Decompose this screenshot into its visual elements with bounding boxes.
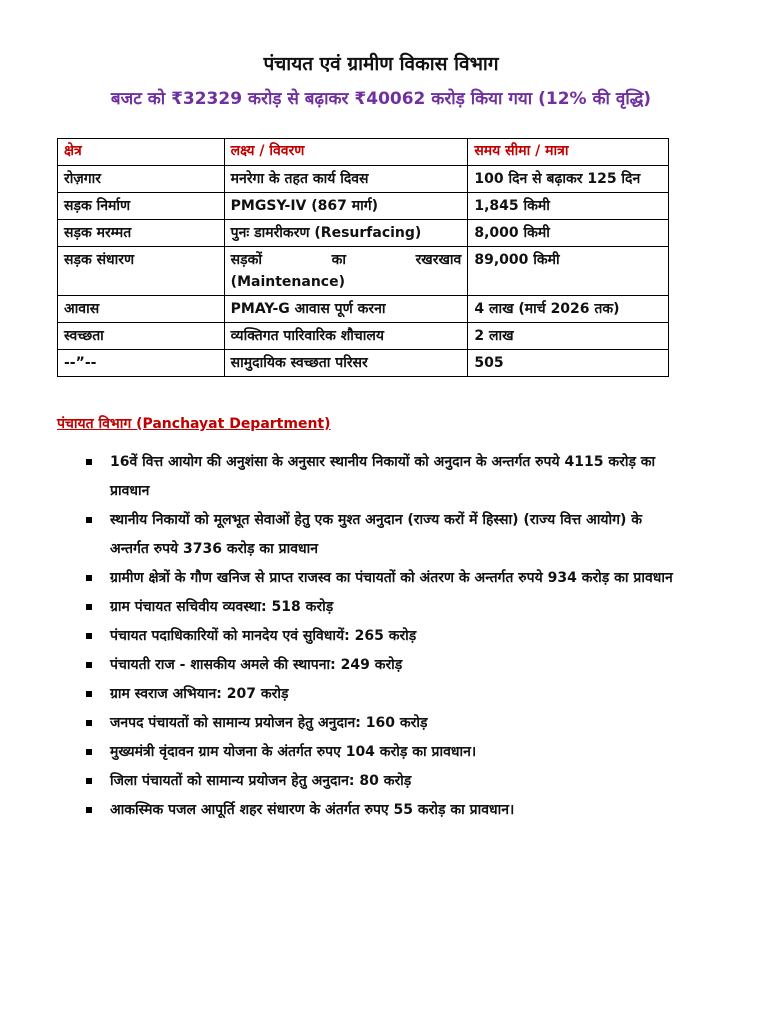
cell-goal: पुनः डामरीकरण (Resurfacing) [224,220,468,247]
list-item [84,506,674,564]
list-item-text: ग्राम स्वराज अभियान: 207 करोड़ [110,686,289,702]
list-item [84,738,674,767]
table-row [58,193,669,220]
list-item-text: पंचायती राज - शासकीय अमले की स्थापना: 249 करोड़ [110,657,403,673]
list-item [84,622,674,651]
header-goal: लक्ष्य / विवरण [224,139,468,166]
list-item-text: पंचायत पदाधिकारियों को मानदेय एवं सुविधायें: 265 करोड़ [110,628,417,644]
cell-goal: मनरेगा के तहत कार्य दिवस [224,166,468,193]
goal-word: सड़कों [230,252,263,268]
list-item-text: ग्राम पंचायत सचिवीय व्यवस्था: 518 करोड़ [110,599,334,615]
square-bullet-icon [86,749,92,755]
goal-word: रखरखाव [415,252,462,268]
cell-sector: सड़क निर्माण [58,193,225,220]
square-bullet-icon [86,691,92,697]
cell-target: 8,000 किमी [468,220,669,247]
table-row [58,323,669,350]
list-item [84,796,674,825]
list-item [84,767,674,796]
cell-target: 100 दिन से बढ़ाकर 125 दिन [468,166,669,193]
square-bullet-icon [86,604,92,610]
cell-sector: --”-- [58,350,225,377]
cell-goal: सामुदायिक स्वच्छता परिसर [224,350,468,377]
list-item [84,651,674,680]
cell-target: 89,000 किमी [468,247,669,296]
square-bullet-icon [86,778,92,784]
list-item-text: स्थानीय निकायों को मूलभूत सेवाओं हेतु एक मुश्त अनुदान (राज्य करों में हिस्सा) (राज्य वित्त आयोग) के अन्तर्गत रुपये 3736 करोड़ का प्रावधान [110,512,643,557]
goal-justified-line [231,249,462,271]
square-bullet-icon [86,662,92,668]
cell-sector: सड़क संधारण [58,247,225,296]
bullet-list [84,448,674,825]
goal-word: का [331,252,346,268]
square-bullet-icon [86,807,92,813]
cell-target: 1,845 किमी [468,193,669,220]
goal-line-2: (Maintenance) [230,274,345,290]
cell-goal: व्यक्तिगत पारिवारिक शौचालय [224,323,468,350]
cell-target: 505 [468,350,669,377]
square-bullet-icon [86,633,92,639]
table-header-row [58,139,669,166]
table-row [58,220,669,247]
list-item-text: जिला पंचायतों को सामान्य प्रयोजन हेतु अनुदान: 80 करोड़ [110,773,412,789]
page-title: पंचायत एवं ग्रामीण विकास विभाग [263,53,499,75]
list-item [84,593,674,622]
cell-target: 2 लाख [468,323,669,350]
budget-subtitle: बजट को ₹32329 करोड़ से बढ़ाकर ₹40062 करोड़ किया गया (12% की वृद्धि) [110,89,652,109]
cell-sector: सड़क मरम्मत [58,220,225,247]
section-heading-panchayat: पंचायत विभाग (Panchayat Department) [57,416,331,432]
table-row [58,296,669,323]
list-item-text: मुख्यमंत्री वृंदावन ग्राम योजना के अंतर्गत रुपए 104 करोड़ का प्रावधान। [110,744,477,760]
list-item [84,448,674,506]
cell-sector: स्वच्छता [58,323,225,350]
cell-target: 4 लाख (मार्च 2026 तक) [468,296,669,323]
cell-goal [224,247,468,296]
list-item-text: जनपद पंचायतों को सामान्य प्रयोजन हेतु अनुदान: 160 करोड़ [110,715,428,731]
square-bullet-icon [86,517,92,523]
cell-goal: PMGSY-IV (867 मार्ग) [224,193,468,220]
list-item [84,680,674,709]
header-target: समय सीमा / मात्रा [468,139,669,166]
targets-table [57,138,669,377]
cell-sector: रोज़गार [58,166,225,193]
list-item-text: ग्रामीण क्षेत्रों के गौण खनिज से प्राप्त राजस्व का पंचायतों को अंतरण के अन्तर्गत रुपये 934 करोड़ का प्रावधान [110,570,673,586]
table-row [58,247,669,296]
square-bullet-icon [86,720,92,726]
cell-goal: PMAY-G आवास पूर्ण करना [224,296,468,323]
square-bullet-icon [86,575,92,581]
table-row [58,166,669,193]
list-item [84,564,674,593]
list-item-text: 16वें वित्त आयोग की अनुशंसा के अनुसार स्थानीय निकायों को अनुदान के अन्तर्गत रुपये 4115 करोड़ का प्रावधान [110,454,656,499]
table-row [58,350,669,377]
header-sector: क्षेत्र [58,139,225,166]
cell-sector: आवास [58,296,225,323]
list-item-text: आकस्मिक पजल आपूर्ति शहर संधारण के अंतर्गत रुपए 55 करोड़ का प्रावधान। [110,802,515,818]
square-bullet-icon [86,459,92,465]
list-item [84,709,674,738]
